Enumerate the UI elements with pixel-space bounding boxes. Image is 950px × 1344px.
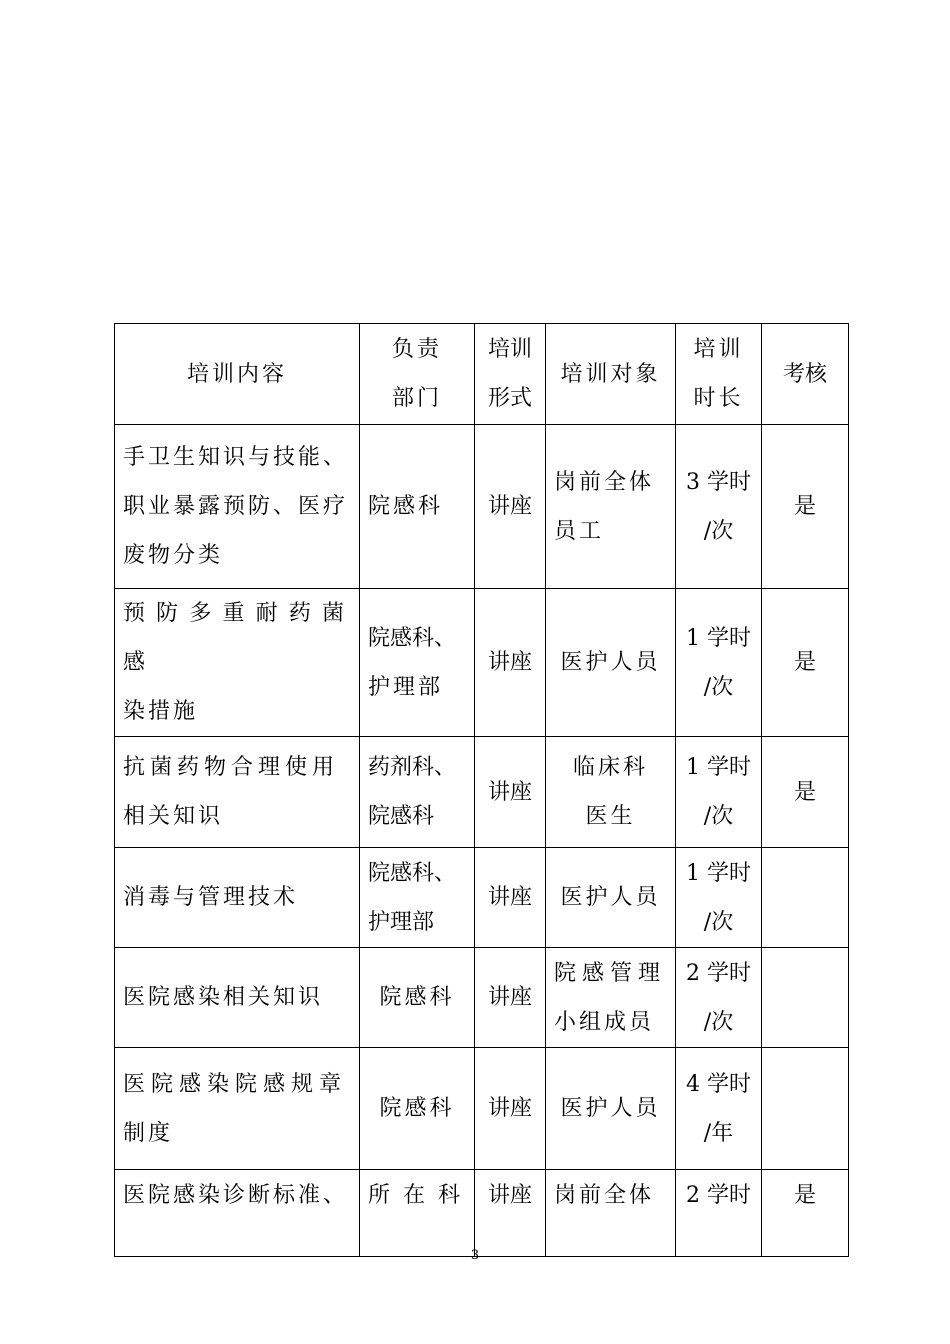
header-duration xyxy=(676,324,762,425)
cell-form xyxy=(475,848,546,948)
cell-line: 是 xyxy=(793,779,816,805)
cell-content xyxy=(115,948,360,1048)
cell-content xyxy=(115,425,360,589)
cell-line: 2 学时 xyxy=(686,1183,751,1208)
table-row xyxy=(115,948,849,1048)
table-row xyxy=(115,848,849,948)
header-text: 培训内容 xyxy=(186,361,287,387)
cell-line: 药剂科、 xyxy=(368,755,457,780)
cell-dept xyxy=(360,948,475,1048)
cell-content xyxy=(115,737,360,848)
cell-line: 废物分类 xyxy=(123,543,224,568)
cell-line: 护理部 xyxy=(368,909,435,935)
table-row xyxy=(115,1048,849,1170)
cell-duration xyxy=(676,425,762,589)
cell-line: 制度 xyxy=(123,1120,174,1146)
cell-duration xyxy=(676,589,762,737)
table-row xyxy=(115,737,849,848)
cell-line: 医护人员 xyxy=(560,1096,661,1121)
cell-target xyxy=(546,1048,676,1170)
header-content xyxy=(115,324,360,425)
header-assess xyxy=(762,324,849,425)
header-target xyxy=(546,324,676,425)
header-form xyxy=(475,324,546,425)
header-text: 时长 xyxy=(693,386,744,411)
header-row xyxy=(115,324,849,425)
cell-content xyxy=(115,1048,360,1170)
cell-line: 4 学时 xyxy=(686,1071,751,1097)
cell-content xyxy=(115,589,360,737)
cell-line: 院感科、 xyxy=(368,625,457,651)
cell-dept xyxy=(360,1048,475,1170)
cell-line: 1 学时 xyxy=(686,860,751,886)
cell-assess xyxy=(762,1170,849,1257)
cell-assess xyxy=(762,848,849,948)
cell-target xyxy=(546,1170,676,1257)
header-dept xyxy=(360,324,475,425)
cell-line: 讲座 xyxy=(487,1096,532,1121)
cell-line: 消毒与管理技术 xyxy=(123,885,299,910)
cell-line: 医护人员 xyxy=(560,650,661,675)
cell-dept xyxy=(360,737,475,848)
cell-line: 院感科、 xyxy=(368,860,457,886)
cell-dept xyxy=(360,1170,475,1257)
cell-dept xyxy=(360,589,475,737)
cell-target xyxy=(546,589,676,737)
cell-form xyxy=(475,589,546,737)
cell-line: 是 xyxy=(793,1183,816,1208)
cell-line: 临床科 xyxy=(572,755,648,780)
header-text: 部门 xyxy=(391,386,442,411)
cell-line: 相关知识 xyxy=(123,804,224,829)
cell-assess xyxy=(762,948,849,1048)
cell-line: 是 xyxy=(793,494,816,519)
cell-target xyxy=(546,737,676,848)
cell-assess xyxy=(762,1048,849,1170)
cell-assess xyxy=(762,737,849,848)
cell-target xyxy=(546,848,676,948)
cell-line: 讲座 xyxy=(487,779,532,805)
cell-line: 岗前全体 xyxy=(554,1183,655,1208)
cell-line: 预防多重耐药菌感 xyxy=(123,601,351,675)
cell-line: /次 xyxy=(703,909,734,935)
cell-line: 讲座 xyxy=(487,494,532,519)
cell-line: 医护人员 xyxy=(560,885,661,910)
header-text: 负责 xyxy=(391,337,442,362)
cell-form xyxy=(475,1048,546,1170)
cell-line: /次 xyxy=(703,518,734,544)
cell-form xyxy=(475,1170,546,1257)
cell-line: 院感科 xyxy=(379,1096,455,1121)
cell-line: 1 学时 xyxy=(686,755,751,780)
cell-line: 院感科 xyxy=(368,804,435,829)
cell-line: 职业暴露预防、医疗 xyxy=(123,494,349,519)
cell-form xyxy=(475,737,546,848)
cell-line: 是 xyxy=(793,650,816,675)
cell-line: 医院感染院感规章 xyxy=(123,1071,348,1097)
table-row xyxy=(115,1170,849,1257)
training-schedule-table xyxy=(114,323,849,1257)
cell-dept xyxy=(360,425,475,589)
cell-form xyxy=(475,948,546,1048)
cell-line: 讲座 xyxy=(487,885,532,910)
cell-target xyxy=(546,948,676,1048)
cell-line: 讲座 xyxy=(487,985,532,1010)
cell-line: 医院感染相关知识 xyxy=(123,985,324,1010)
cell-line: 院感管理 xyxy=(554,960,667,986)
table-row xyxy=(115,425,849,589)
cell-line: 小组成员 xyxy=(554,1009,655,1035)
cell-line: /次 xyxy=(703,804,734,829)
cell-line: 所 在 科 xyxy=(368,1183,460,1208)
cell-target xyxy=(546,425,676,589)
cell-line: 医院感染诊断标准、 xyxy=(123,1183,349,1208)
cell-line: 2 学时 xyxy=(686,960,751,986)
header-text: 形式 xyxy=(487,386,532,411)
cell-line: 手卫生知识与技能、 xyxy=(123,445,349,470)
cell-duration xyxy=(676,1170,762,1257)
cell-dept xyxy=(360,848,475,948)
cell-line: 岗前全体 xyxy=(554,469,655,495)
cell-line: 讲座 xyxy=(487,650,532,675)
cell-content xyxy=(115,848,360,948)
cell-line: /次 xyxy=(703,1009,734,1035)
cell-line: 院感科 xyxy=(379,985,455,1010)
cell-form xyxy=(475,425,546,589)
cell-duration xyxy=(676,948,762,1048)
cell-line: 染措施 xyxy=(123,699,199,724)
cell-assess xyxy=(762,425,849,589)
header-text: 考核 xyxy=(782,361,827,387)
table-row xyxy=(115,589,849,737)
cell-line: 3 学时 xyxy=(686,469,751,495)
page-number: 3 xyxy=(470,1248,480,1263)
header-text: 培训 xyxy=(693,337,744,362)
cell-duration xyxy=(676,1048,762,1170)
cell-line: 讲座 xyxy=(487,1183,532,1208)
cell-line: 1 学时 xyxy=(686,625,751,651)
cell-duration xyxy=(676,848,762,948)
cell-assess xyxy=(762,589,849,737)
cell-line: 医生 xyxy=(585,804,636,829)
cell-line: 院感科 xyxy=(368,494,444,519)
cell-line: /年 xyxy=(703,1120,734,1146)
cell-line: 抗菌药物合理使用 xyxy=(123,755,340,780)
cell-content xyxy=(115,1170,360,1257)
header-text: 培训对象 xyxy=(560,361,661,387)
cell-line: /次 xyxy=(703,674,734,700)
cell-line: 护理部 xyxy=(368,674,444,700)
header-text: 培训 xyxy=(487,337,532,362)
cell-line: 员工 xyxy=(554,518,605,544)
cell-duration xyxy=(676,737,762,848)
